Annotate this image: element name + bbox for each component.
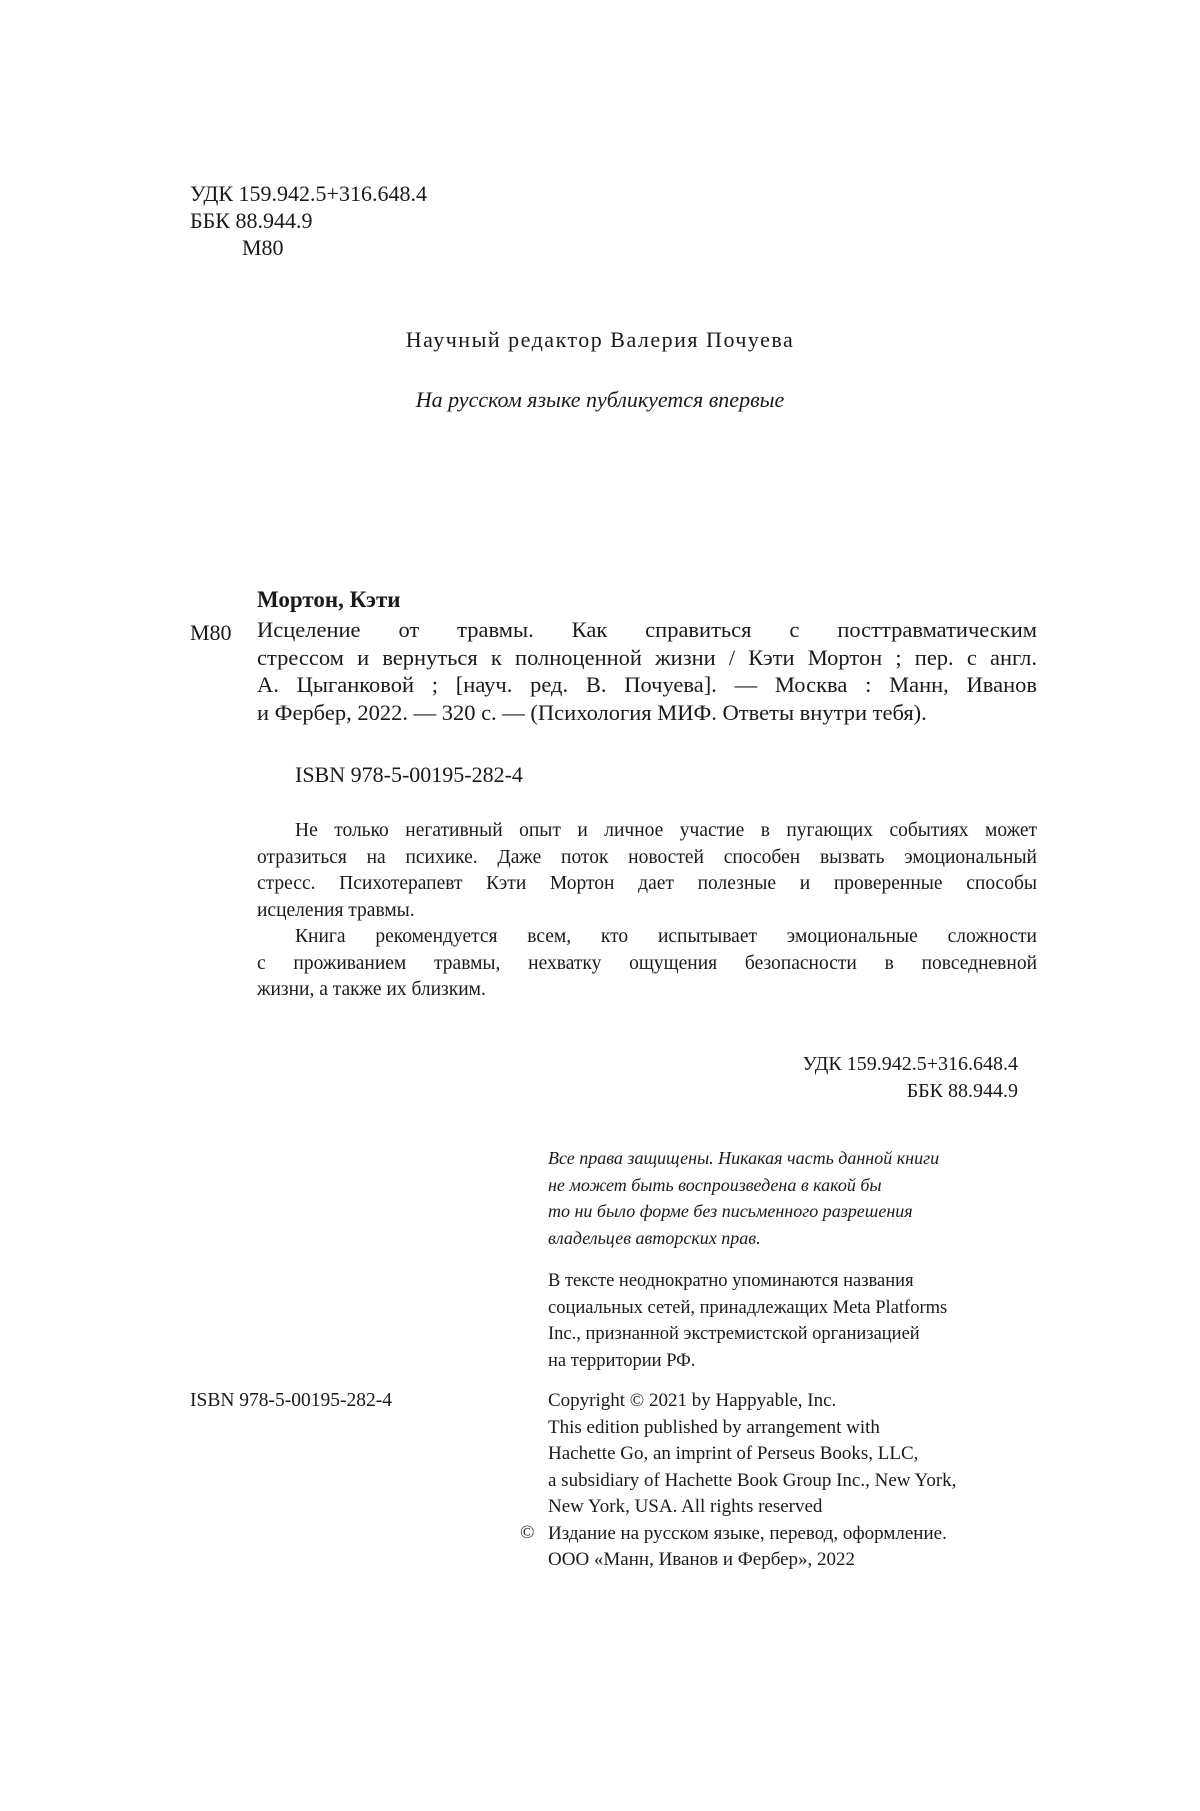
isbn-entry: ISBN 978-5-00195-282-4 <box>295 762 523 787</box>
bbk-code-bottom: ББК 88.944.9 <box>906 1080 1018 1102</box>
bibliographic-description <box>257 616 1037 726</box>
book-abstract <box>257 818 1037 1004</box>
rights-notice <box>548 1145 1008 1251</box>
abstract-line: Не только негативный опыт и личное участие в пугающих событиях может <box>295 820 1037 841</box>
meta-note-line: социальных сетей, принадлежащих Meta Platforms <box>548 1297 948 1318</box>
author-heading: Мортон, Кэти <box>257 587 401 612</box>
rights-line: владельцев авторских прав. <box>548 1227 761 1248</box>
udk-code-bottom: УДК 159.942.5+316.648.4 <box>802 1053 1018 1075</box>
copyright-line: a subsidiary of Hachette Book Group Inc., New York, <box>548 1469 957 1491</box>
meta-note-line: В тексте неоднократно упоминаются названия <box>548 1271 914 1291</box>
udk-code: УДК 159.942.5+316.648.4 <box>190 181 427 206</box>
scientific-editor-line: Научный редактор Валерия Почуева <box>405 327 795 352</box>
copyright-line: New York, USA. All rights reserved <box>548 1496 823 1517</box>
first-publication-note: На русском языке публикуется впервые <box>415 387 785 412</box>
rights-line: не может быть воспроизведена в какой бы <box>548 1174 882 1195</box>
biblio-line: Исцеление от травмы. Как справиться с посттравматическим <box>257 617 1037 642</box>
abstract-line: исцеления травмы. <box>257 899 415 921</box>
copyright-line: Hachette Go, an imprint of Perseus Books, LLC, <box>548 1443 919 1464</box>
abstract-line: отразиться на психике. Даже поток новостей способен вызвать эмоциональный <box>257 846 1037 868</box>
biblio-line: А. Цыганковой ; [науч. ред. В. Почуева]. — Москва : Манн, Иванов <box>257 672 1037 697</box>
copyright-line: Copyright © 2021 by Happyable, Inc. <box>548 1390 837 1411</box>
meta-note-line: на территории РФ. <box>548 1350 696 1371</box>
entry-author-sign-code: М80 <box>190 620 232 645</box>
biblio-line: и Фербер, 2022. — 320 с. — (Психология МИФ. Ответы внутри тебя). <box>257 699 927 725</box>
meta-platforms-note <box>548 1268 1028 1374</box>
bbk-code: ББК 88.944.9 <box>190 208 313 233</box>
copyright-line: This edition published by arrangement with <box>548 1416 880 1438</box>
isbn-bottom: ISBN 978-5-00195-282-4 <box>190 1390 393 1411</box>
copyright-line: Издание на русском языке, перевод, оформление. <box>548 1522 947 1544</box>
abstract-line: жизни, а также их близким. <box>257 979 486 1000</box>
rights-line: Все права защищены. Никакая часть данной книги <box>548 1148 940 1168</box>
copyright-block <box>548 1388 1048 1574</box>
rights-line: то ни было форме без письменного разрешения <box>548 1201 913 1221</box>
abstract-line: стресс. Психотерапевт Кэти Мортон дает полезные и проверенные способы <box>257 873 1037 894</box>
copyright-line: ООО «Манн, Иванов и Фербер», 2022 <box>548 1549 856 1570</box>
copyright-symbol: © <box>520 1522 535 1543</box>
classification-block <box>190 180 427 261</box>
abstract-line: с проживанием травмы, нехватку ощущения безопасности в повседневной <box>257 952 1037 974</box>
biblio-line: стрессом и вернуться к полноценной жизни / Кэти Мортон ; пер. с англ. <box>257 644 1037 670</box>
author-sign-code: М80 <box>242 235 284 260</box>
abstract-line: Книга рекомендуется всем, кто испытывает эмоциональные сложности <box>295 926 1037 947</box>
meta-note-line: Inc., признанной экстремистской организацией <box>548 1324 920 1344</box>
